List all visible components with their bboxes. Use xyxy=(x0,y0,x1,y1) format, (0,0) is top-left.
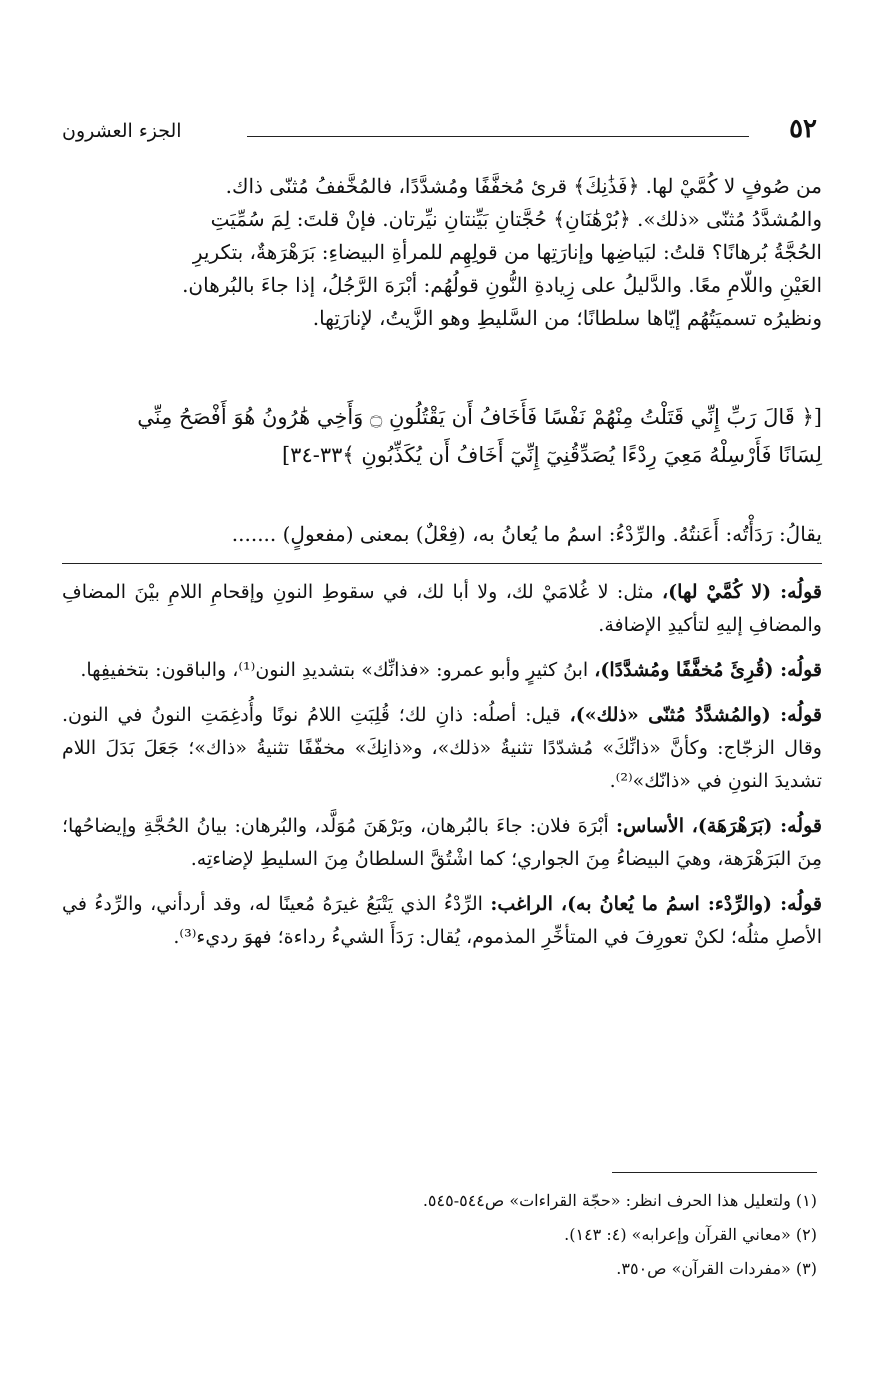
annotation-body: قيل: أصلُه: ذانِ لك؛ قُلِبَتِ اللامُ نونًا وأُدغِمَتِ النونُ في النون. وقال الزجّاج: وكأنَّ «ذانِّكَ» مُشدّدًا تثنيةُ «ذلك»، و«ذانِكَ» مخفّفًا تثنيةُ «ذاك»؛ جَعَلَ بَدَلَ اللام تشديدَ النونِ في «ذانّك»⁽²⁾. xyxy=(62,704,822,792)
footnote: (١) ولتعليل هذا الحرف انظر: «حجّة القراءات» ص٥٤٤-٥٤٥. xyxy=(422,1191,817,1210)
annotation xyxy=(62,699,822,798)
annotation-head: قولُه: (والمُشدَّدُ مُثنّى «ذلك»)، xyxy=(569,704,822,726)
verse-line: لِسَانًا فَأَرْسِلْهُ مَعِيَ رِدْءًا يُصَدِّقُنِيٓ إِنِّيٓ أَخَافُ أَن يُكَذِّبُونِ ﴾٣٣-٣٤] xyxy=(281,443,822,467)
main-commentary xyxy=(62,170,822,335)
quran-verse xyxy=(62,398,822,474)
footnote: (٣) «مفردات القرآن» ص٣٥٠. xyxy=(616,1259,817,1278)
main-line: من صُوفٍ لا كُمَّيْ لها. ﴿فَذَٰنِكَ﴾ قرئ مُخفَّفًا ومُشدَّدًا، فالمُخَّففُ مُثنّى ذاك. xyxy=(225,174,822,198)
annotation xyxy=(62,576,822,642)
annotation-body: ابنُ كثيرٍ وأبو عمرو: «فذانِّك» بتشديدِ النون⁽¹⁾، والباقون: بتخفيفِها. xyxy=(80,659,595,681)
annotation-body: مثل: لا غُلامَيْ لك، ولا أبا لك، في سقوطِ النونِ وإقحامِ اللامِ بيْنَ المضافِ والمضافِ إليهِ لتأكيدِ الإضافة. xyxy=(62,581,822,636)
annotation xyxy=(62,810,822,876)
gloss-text: يقالُ: رَدَأْتُه: أَعَنتُهُ. والرِّدْءُ: اسمُ ما يُعانُ به، (فِعْلٌ) بمعنى (مفعولٍ) ....... xyxy=(231,522,822,546)
header-rule xyxy=(247,136,749,137)
verse-gloss xyxy=(62,518,822,551)
annotation-head: قولُه: (لا كُمَّيْ لها)، xyxy=(662,581,822,603)
footnote-divider xyxy=(612,1172,817,1173)
annotation xyxy=(62,888,822,954)
verse-line: [﴿ قَالَ رَبِّ إِنِّي قَتَلْتُ مِنْهُمْ نَفْسًا فَأَخَافُ أَن يَقْتُلُونِ ۝ وَأَخِي هَٰرُونُ هُوَ أَفْصَحُ مِنِّي xyxy=(137,405,822,429)
annotation-head: قولُه: (والرِّدْء: اسمُ ما يُعانُ به)، الراغب: xyxy=(490,893,822,915)
footnote: (٢) «معاني القرآن وإعرابه» (٤: ١٤٣). xyxy=(564,1225,817,1244)
annotation-head: قولُه: (بَرَهْرَهَة)، الأساس: xyxy=(615,815,822,837)
annotation xyxy=(62,654,822,687)
page-header xyxy=(62,112,817,152)
running-title: الجزء العشرون xyxy=(62,120,182,142)
annotation-body: الرِّدْءُ الذي يَتْبَعُ غيرَهُ مُعينًا له، وقد أردأني، والرِّدءُ في الأصلِ مثلُه؛ لكنْ تعورِفَ في المتأخِّرِ المذموم، يُقال: رَدَأَ الشيءُ رداءة؛ فهوَ رديء⁽³⁾. xyxy=(62,893,822,948)
section-divider xyxy=(62,563,822,564)
annotation-head: قولُه: (قُرِئَ مُخفَّفًا ومُشدَّدًا)، xyxy=(594,659,822,681)
annotation-body: أبْرَهَ فلان: جاءَ بالبُرهان، وبَرْهَنَ مُوَلَّد، والبُرهان: بيانُ الحُجَّةِ وإيضاحُها؛ مِنَ البَرَهْرَهة، وهيَ البيضاءُ مِنَ الجواري؛ كما اشْتُقَّ السلطانُ مِنَ السليطِ لإضاءتِه. xyxy=(62,815,822,870)
main-line: العَيْنِ واللّامِ معًا. والدَّليلُ على زِيادةِ النُّونِ قولُهُم: أبْرَهَ الرَّجُلُ، إذا جاءَ بالبُرهان. xyxy=(182,273,822,297)
page-number: ٥٢ xyxy=(789,114,817,144)
footnotes xyxy=(62,1184,817,1286)
main-line: ونظيرُه تسميَتُهُم إيّاها سلطانًا؛ من السَّليطِ وهو الزَّيتُ، لإنارَتِها. xyxy=(312,306,822,330)
main-line: الحُجَّةُ بُرهانًا؟ قلتُ: لبَياضِها وإنارَتِها من قولِهِم للمرأةِ البيضاءِ: بَرَهْرَهةٌ، بتكريرِ xyxy=(192,240,822,264)
annotations xyxy=(62,576,822,966)
main-line: والمُشدَّدُ مُثنّى «ذلك». ﴿بُرْهَٰنَانِ﴾ حُجَّتانِ بَيِّنتانِ نيِّرتان. فإنْ قلتَ: لِمَ سُمِّيَتِ xyxy=(210,207,822,231)
